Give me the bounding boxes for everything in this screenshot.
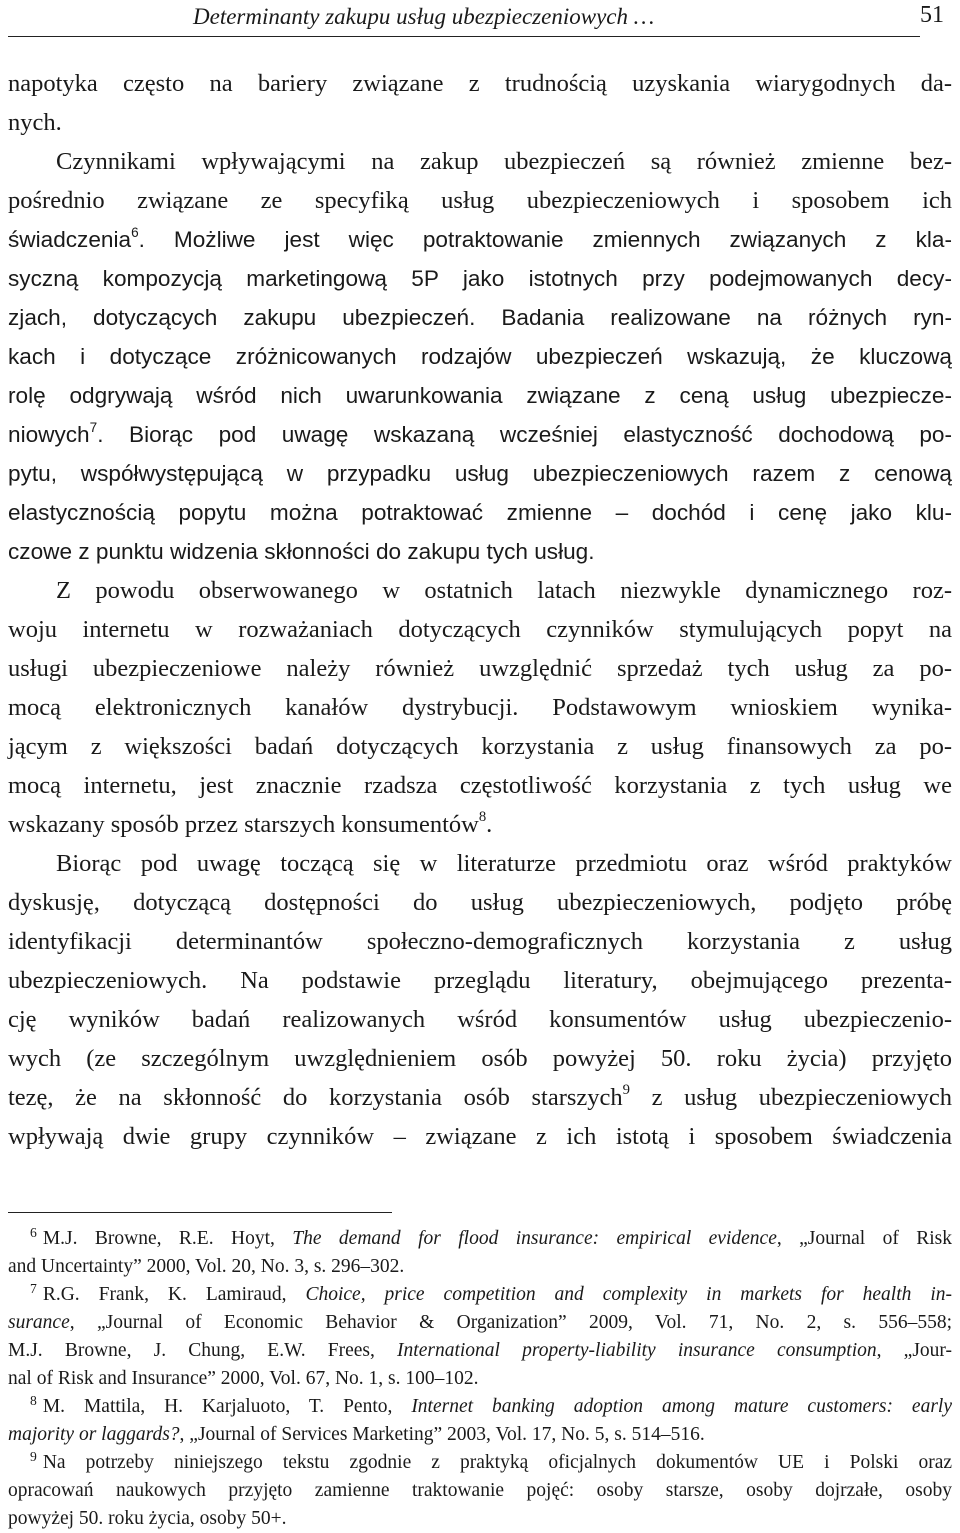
footnote-number: 8 <box>30 1392 37 1408</box>
footnote-ref-7[interactable]: 7 <box>89 419 98 435</box>
cited-title: majority or laggards? <box>8 1424 180 1445</box>
text-segment: , „Jour- <box>876 1340 953 1361</box>
body-text <box>8 64 952 1156</box>
text-line: mocą elektronicznych kanałów dystrybucji. Podstawowym wnioskiem wynika- <box>8 694 952 721</box>
cited-title: The demand for flood insurance: empirical evidence <box>292 1228 777 1249</box>
text-line: mocą internetu, jest znacznie rzadsza częstotliwość korzystania z tych usług we <box>8 772 952 799</box>
text-segment: wskazany sposób przez starszych konsumentów <box>8 811 479 838</box>
text-line: zjach, dotyczących zakupu ubezpieczeń. Badania realizowane na różnych ryn- <box>8 305 952 330</box>
text-segment: tezę, że na skłonność do korzystania osób starszych <box>8 1084 623 1111</box>
text-line: pośrednio związane ze specyfiką usług ubezpieczeniowych i sposobem ich <box>8 187 952 214</box>
text-line: wych (ze szczególnym uwzględnieniem osób powyżej 50. roku życia) przyjęto <box>8 1045 952 1072</box>
footnote-ref-6[interactable]: 6 <box>131 224 139 240</box>
text-segment: . Biorąc pod uwagę wskazaną wcześniej elastyczność dochodową po- <box>97 422 952 447</box>
footnote-ref-9[interactable]: 9 <box>622 1081 630 1098</box>
paragraph-4 <box>8 844 952 1156</box>
footnote-line <box>8 1337 952 1365</box>
text-segment: Na potrzeby niniejszego tekstu zgodnie z praktyką oficjalnych dokumentów UE i Polski oraz <box>42 1452 952 1473</box>
text-segment: M.J. Browne, R.E. Hoyt, <box>42 1228 293 1249</box>
text-line: cję wyników badań realizowanych wśród konsumentów usług ubezpieczenio- <box>8 1006 952 1033</box>
footnote-8 <box>8 1393 952 1449</box>
text-line: elastycznością popytu można potraktować zmienne – dochód i cenę jako klu- <box>8 500 952 525</box>
text-line: dyskusję, dotyczącą dostępności do usług ubezpieczeniowych, podjęto próbę <box>8 889 952 916</box>
footnote-line: opracowań naukowych przyjęto zamienne traktowanie pojęć: osoby starsze, osoby dojrzałe, osoby <box>8 1480 952 1501</box>
text-line: wpływają dwie grupy czynników – związane z ich istotą i sposobem świadczenia <box>8 1123 952 1150</box>
text-segment: . <box>486 811 493 838</box>
text-line: syczną kompozycją marketingową 5P jako istotnych przy podejmowanych decy- <box>8 266 952 291</box>
text-line: usługi ubezpieczeniowe należy również uwzględnić sprzedaż tych usług za po- <box>8 655 952 682</box>
text-segment: z usług ubezpieczeniowych <box>629 1084 952 1111</box>
text-segment: świadczenia <box>8 227 132 252</box>
running-header <box>8 0 952 36</box>
footnote-number: 7 <box>30 1280 37 1296</box>
paragraph-2 <box>8 142 952 571</box>
page-number: 51 <box>920 2 944 28</box>
text-segment: , „Journal of Economic Behavior & Organization” 2009, Vol. 71, No. 2, s. 556–558; <box>69 1312 952 1333</box>
text-line: nych. <box>8 109 62 136</box>
text-line: identyfikacji determinantów społeczno-demograficznych korzystania z usług <box>8 928 952 955</box>
footnote-number: 6 <box>30 1224 37 1240</box>
cited-title: Internet banking adoption among mature customers: early <box>411 1396 952 1417</box>
footnote-line: powyżej 50. roku życia, osoby 50+. <box>8 1508 287 1529</box>
cited-title: Choice, price competition and complexity in markets for health in- <box>305 1284 953 1305</box>
running-title: Determinanty zakupu usług ubezpieczeniowych … <box>193 4 655 29</box>
footnote-line: and Uncertainty” 2000, Vol. 20, No. 3, s. 296–302. <box>8 1256 405 1277</box>
footnote-line <box>8 1393 952 1421</box>
text-segment: . Możliwe jest więc potraktowanie zmiennych związanych z kla- <box>138 227 952 252</box>
text-line: jącym z większości badań dotyczących korzystania z usług finansowych za po- <box>8 733 952 760</box>
cited-title: surance <box>8 1312 70 1333</box>
text-line: Z powodu obserwowanego w ostatnich latach niezwykle dynamicznego roz- <box>56 577 952 604</box>
text-line: woju internetu w rozważaniach dotyczących czynników stymulujących popyt na <box>8 616 952 643</box>
footnote-9 <box>8 1449 952 1533</box>
footnote-ref-8[interactable]: 8 <box>478 808 487 825</box>
footnote-6 <box>8 1225 952 1281</box>
text-line: Biorąc pod uwagę toczącą się w literaturze przedmiotu oraz wśród praktyków <box>56 850 952 877</box>
paragraph-3 <box>8 571 952 844</box>
text-line: Czynnikami wpływającymi na zakup ubezpieczeń są również zmienne bez- <box>56 148 952 175</box>
text-line <box>8 220 952 259</box>
text-line <box>8 415 952 454</box>
footnote-number: 9 <box>30 1448 37 1464</box>
footnote-line <box>8 1309 952 1337</box>
cited-title: International property-liability insurance consumption <box>397 1340 877 1361</box>
text-line: pytu, współwystępującą w przypadku usług ubezpieczeniowych razem z cenową <box>8 461 952 486</box>
text-line: rolę odgrywają wśród nich uwarunkowania związane z ceną usług ubezpiecze- <box>8 383 952 408</box>
footnote-line <box>8 1421 952 1449</box>
footnote-line <box>8 1225 952 1253</box>
text-segment: R.G. Frank, K. Lamiraud, <box>42 1284 306 1305</box>
footnote-line: nal of Risk and Insurance” 2000, Vol. 67, No. 1, s. 100–102. <box>8 1368 479 1389</box>
text-line <box>8 805 952 844</box>
text-segment: , „Journal of Risk <box>776 1228 953 1249</box>
footnote-line <box>8 1281 952 1309</box>
text-line <box>8 1078 952 1117</box>
text-line: napotyka często na bariery związane z trudnością uzyskania wiarygodnych da- <box>8 70 952 97</box>
footnote-separator <box>8 1212 392 1213</box>
text-segment: , „Journal of Services Marketing” 2003, Vol. 17, No. 5, s. 514–516. <box>179 1424 705 1445</box>
text-line: kach i dotyczące zróżnicowanych rodzajów ubezpieczeń wskazują, że kluczową <box>8 344 952 369</box>
text-segment: M.J. Browne, J. Chung, E.W. Frees, <box>8 1340 398 1361</box>
text-line: ubezpieczeniowych. Na podstawie przeglądu literatury, obejmującego prezenta- <box>8 967 952 994</box>
text-segment: niowych <box>8 422 90 447</box>
text-segment: M. Mattila, H. Karjaluoto, T. Pento, <box>42 1396 412 1417</box>
footnote-7 <box>8 1281 952 1393</box>
footnotes <box>8 1225 952 1533</box>
paragraph-1 <box>8 64 952 142</box>
text-line: czowe z punktu widzenia skłonności do zakupu tych usług. <box>8 539 595 564</box>
footnote-line <box>8 1449 952 1477</box>
header-rule <box>8 36 920 37</box>
